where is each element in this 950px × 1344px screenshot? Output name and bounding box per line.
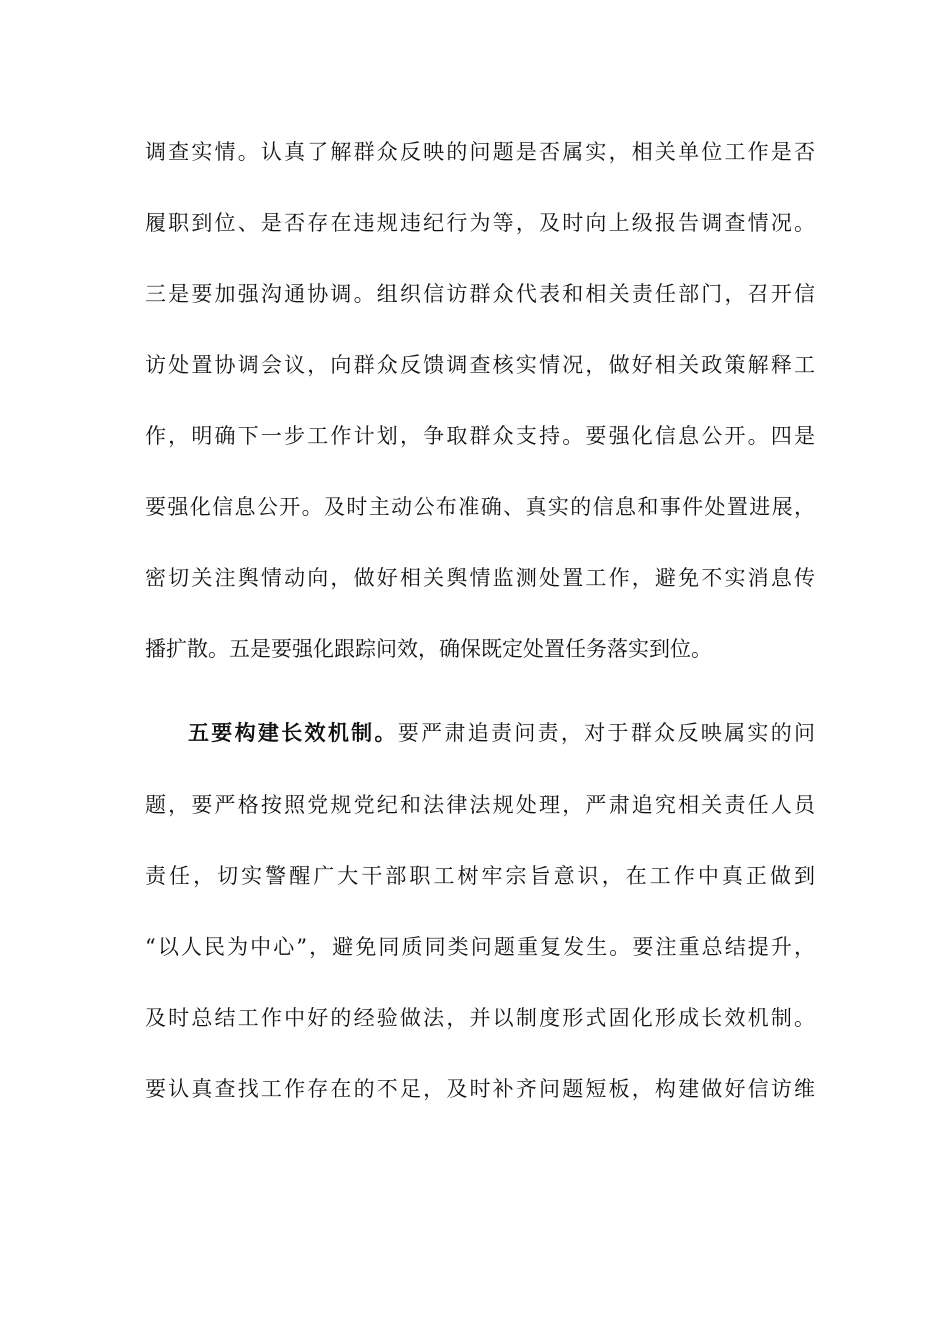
paragraph-1-line-7: 密切关注舆情动向，做好相关舆情监测处置工作，避免不实消息传 — [145, 566, 815, 590]
paragraph-1-line-5: 作，明确下一步工作计划，争取群众支持。要强化信息公开。四是 — [145, 424, 815, 448]
paragraph-2-line-6: 要认真查找工作存在的不足，及时补齐问题短板，构建做好信访维 — [145, 1077, 815, 1101]
paragraph-2-line-2: 题，要严格按照党规党纪和法律法规处理，严肃追究相关责任人员 — [145, 793, 815, 817]
paragraph-2-line-1-text: 要严肃追责问责，对于群众反映属实的问 — [397, 721, 816, 745]
paragraph-1-line-2: 履职到位、是否存在违规违纪行为等，及时向上级报告调查情况。 — [145, 211, 815, 235]
paragraph-2-heading: 五要构建长效机制。 — [188, 720, 398, 745]
paragraph-2-line-4: “以人民为中心”，避免同质同类问题重复发生。要注重总结提升， — [145, 935, 815, 959]
paragraph-1-line-6: 要强化信息公开。及时主动公布准确、真实的信息和事件处置进展， — [145, 495, 815, 519]
paragraph-1-line-1: 调查实情。认真了解群众反映的问题是否属实，相关单位工作是否 — [145, 140, 815, 164]
paragraph-1-line-8: 播扩散。五是要强化跟踪问效，确保既定处置任务落实到位。 — [145, 637, 712, 661]
paragraph-2-line-3: 责任，切实警醒广大干部职工树牢宗旨意识，在工作中真正做到 — [145, 864, 815, 888]
paragraph-2-line-1 — [188, 718, 815, 748]
paragraph-1-line-3: 三是要加强沟通协调。组织信访群众代表和相关责任部门，召开信 — [145, 282, 815, 306]
paragraph-1-line-4: 访处置协调会议，向群众反馈调查核实情况，做好相关政策解释工 — [145, 353, 815, 377]
paragraph-2-line-5: 及时总结工作中好的经验做法，并以制度形式固化形成长效机制。 — [145, 1006, 815, 1030]
